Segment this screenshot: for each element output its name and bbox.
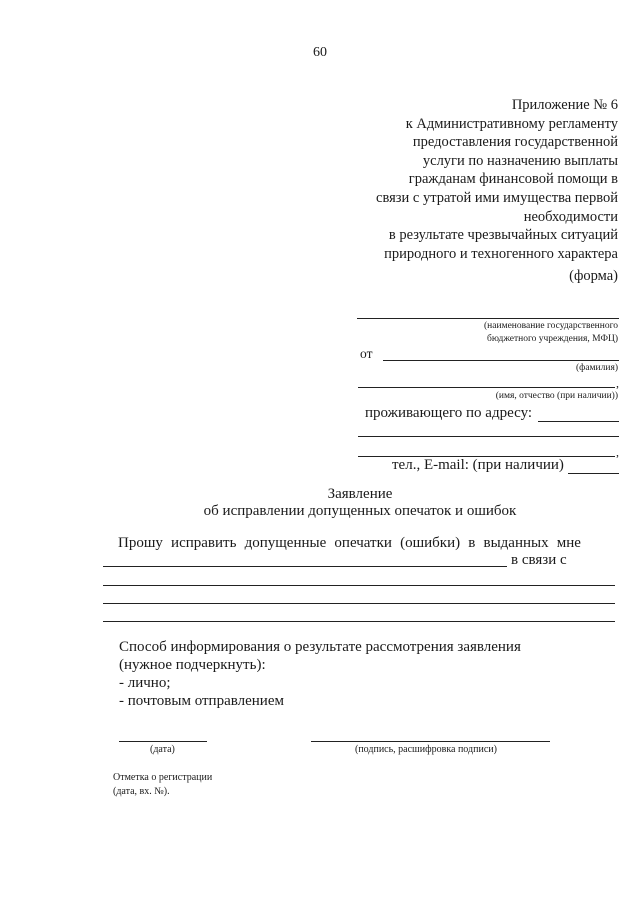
body-blank-line: [103, 566, 507, 567]
registration-line-2: (дата, вх. №).: [113, 786, 170, 797]
address-label: проживающего по адресу:: [365, 405, 533, 421]
appendix-line: в результате чрезвычайных ситуаций: [388, 227, 618, 244]
notify-line-2: (нужное подчеркнуть):: [119, 657, 266, 673]
name-line: [358, 387, 615, 388]
request-word: в: [468, 535, 476, 551]
contact-line: [568, 473, 619, 474]
notify-option-mail: - почтовым отправлением: [119, 693, 284, 709]
due-to-label: в связи с: [511, 552, 567, 568]
name-hint: (имя, отчество (при наличии)): [495, 391, 618, 401]
org-hint-2: бюджетного учреждения, МФЦ): [487, 334, 618, 344]
request-word: исправить: [171, 535, 237, 551]
registration-line-1: Отметка о регистрации: [113, 772, 213, 783]
appendix-line: к Административному регламенту: [405, 115, 618, 132]
request-word: опечатки: [334, 535, 392, 551]
address-line-1: [538, 421, 619, 422]
appendix-line: Приложение № 6: [511, 97, 618, 113]
request-word: мне: [556, 535, 581, 551]
request-line: [118, 535, 581, 552]
title-line-2: об исправлении допущенных опечаток и ошибок: [203, 503, 517, 519]
request-word: выданных: [483, 535, 549, 551]
address-line-2: [358, 436, 619, 437]
appendix-line: необходимости: [523, 208, 618, 225]
contact-label: тел., E-mail: (при наличии): [392, 457, 564, 473]
org-name-line: [357, 318, 619, 319]
appendix-line: природного и техногенного характера: [384, 245, 618, 262]
form-label: (форма): [569, 268, 618, 284]
request-word: допущенные: [244, 535, 327, 551]
surname-line: [383, 360, 619, 361]
appendix-line: гражданам финансовой помощи в: [408, 171, 618, 188]
signature-label: (подпись, расшифровка подписи): [355, 744, 497, 755]
body-blank-line: [103, 585, 615, 586]
date-line: [119, 741, 207, 742]
date-label: (дата): [150, 744, 175, 755]
address-comma: ,: [616, 445, 619, 459]
title-line-1: Заявление: [327, 486, 393, 502]
surname-hint: (фамилия): [576, 363, 618, 373]
page-number: 60: [313, 45, 327, 60]
appendix-block: [376, 96, 618, 263]
signature-line: [311, 741, 550, 742]
name-comma: ,: [616, 376, 619, 390]
body-blank-line: [103, 603, 615, 604]
request-word: (ошибки): [400, 535, 461, 551]
org-hint-1: (наименование государственного: [484, 321, 618, 331]
from-label: от: [360, 346, 373, 361]
appendix-line: услуги по назначению выплаты: [422, 152, 618, 169]
appendix-line: связи с утратой ими имущества первой: [376, 189, 618, 206]
notify-option-personal: - лично;: [119, 675, 171, 691]
appendix-line: предоставления государственной: [412, 134, 618, 151]
request-word: Прошу: [118, 535, 163, 551]
body-blank-line: [103, 621, 615, 622]
notify-line-1: Способ информирования о результате рассмотрения заявления: [119, 639, 521, 655]
